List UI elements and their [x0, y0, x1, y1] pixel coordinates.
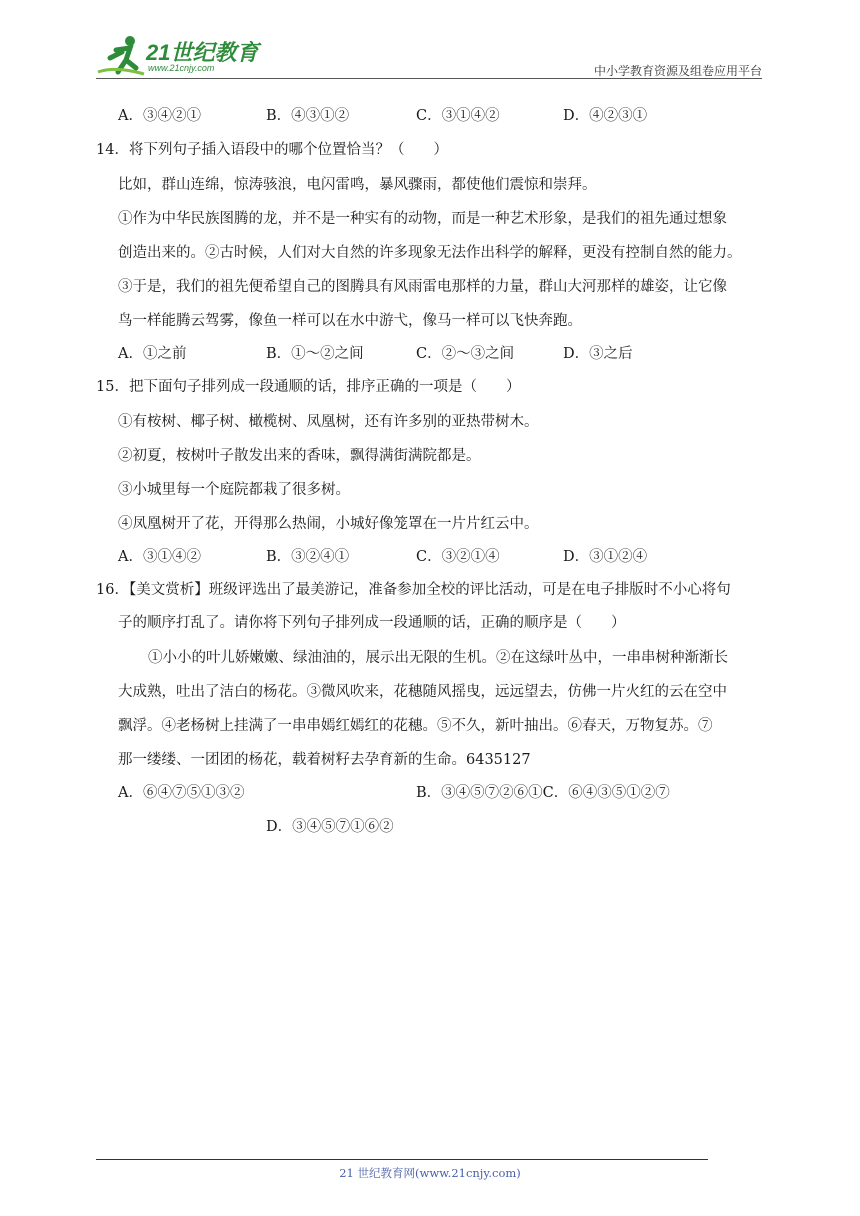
- q16-paragraph-line: 飘浮。④老杨树上挂满了一串串嫣红嫣红的花穗。⑤不久，新叶抽出。⑥春天，万物复苏。⑦: [118, 718, 713, 734]
- q14-paragraph-line: 鸟一样能腾云驾雾，像鱼一样可以在水中游弋，像马一样可以飞快奔跑。: [118, 313, 582, 329]
- footer-divider: [96, 1159, 708, 1160]
- q15-option-b: B．③②④①: [266, 549, 350, 565]
- logo-url: www.21cnjy.com: [148, 63, 215, 73]
- q15-option-a: A．③①④②: [118, 549, 201, 565]
- q16-option-a: A．⑥④⑦⑤①③②: [118, 785, 245, 801]
- q16-stem-line-1: 16．【美文赏析】班级评选出了最美游记，准备参加全校的评比活动，可是在电子排版时不小心将句: [96, 582, 731, 598]
- runner-logo-icon: [96, 32, 146, 78]
- page-header: [96, 32, 762, 78]
- site-logo: [96, 32, 266, 78]
- q14-stem: 14．将下列句子插入语段中的哪个位置恰当？（ ）: [96, 142, 448, 158]
- q15-sentence-2: ②初夏，桉树叶子散发出来的香味，飘得满街满院都是。: [118, 448, 481, 464]
- q14-insert-sentence: 比如，群山连绵，惊涛骇浪，电闪雷鸣，暴风骤雨，都使他们震惊和崇拜。: [118, 177, 597, 193]
- q15-stem: 15．把下面句子排列成一段通顺的话，排序正确的一项是（ ）: [96, 379, 521, 395]
- q14-paragraph-line: 创造出来的。②古时候，人们对大自然的许多现象无法作出科学的解释，更没有控制自然的能力。: [118, 245, 742, 261]
- header-platform-name: 中小学教育资源及组卷应用平台: [593, 64, 762, 78]
- q15-sentence-3: ③小城里每一个庭院都栽了很多树。: [118, 482, 350, 498]
- q15-option-c: C．③②①④: [416, 549, 500, 565]
- logo-text: 21世纪教育: [146, 40, 259, 65]
- q14-option-b: B．①～②之间: [266, 346, 364, 362]
- page-footer: 21 世纪教育网(www.21cnjy.com): [339, 1166, 521, 1180]
- q14-option-c: C．②～③之间: [416, 346, 515, 362]
- q16-paragraph-line: ①小小的叶儿娇嫩嫩、绿油油的，展示出无限的生机。②在这绿叶丛中，一串串树种渐渐长: [148, 650, 728, 666]
- q15-option-d: D．③①②④: [563, 549, 648, 565]
- q14-option-d: D．③之后: [563, 346, 633, 362]
- q16-paragraph-line: 那一缕缕、一团团的杨花，载着树籽去孕育新的生命。6435127: [118, 752, 531, 768]
- q14-paragraph-line: ①作为中华民族图腾的龙，并不是一种实有的动物，而是一种艺术形象，是我们的祖先通过想象: [118, 211, 727, 227]
- q13-option-d: D．④②③①: [563, 108, 648, 124]
- q15-sentence-1: ①有桉树、椰子树、橄榄树、凤凰树，还有许多别的亚热带树木。: [118, 414, 539, 430]
- q16-option-b-c: B．③④⑤⑦②⑥①C．⑥④③⑤①②⑦: [416, 785, 670, 801]
- q14-option-a: A．①之前: [118, 346, 187, 362]
- q13-option-b: B．④③①②: [266, 108, 350, 124]
- q13-option-c: C．③①④②: [416, 108, 500, 124]
- q15-sentence-4: ④凤凰树开了花，开得那么热闹，小城好像笼罩在一片片红云中。: [118, 516, 539, 532]
- header-divider: [96, 78, 762, 79]
- q16-paragraph-line: 大成熟，吐出了洁白的杨花。③微风吹来，花穗随风摇曳，远远望去，仿佛一片火红的云在空中: [118, 684, 727, 700]
- q13-option-a: A．③④②①: [118, 108, 201, 124]
- q16-stem-line-2: 子的顺序打乱了。请你将下列句子排列成一段通顺的话，正确的顺序是（ ）: [118, 615, 626, 631]
- q16-option-d: D．③④⑤⑦①⑥②: [266, 819, 394, 835]
- q14-paragraph-line: ③于是，我们的祖先便希望自己的图腾具有风雨雷电那样的力量，群山大河那样的雄姿，让它像: [118, 279, 727, 295]
